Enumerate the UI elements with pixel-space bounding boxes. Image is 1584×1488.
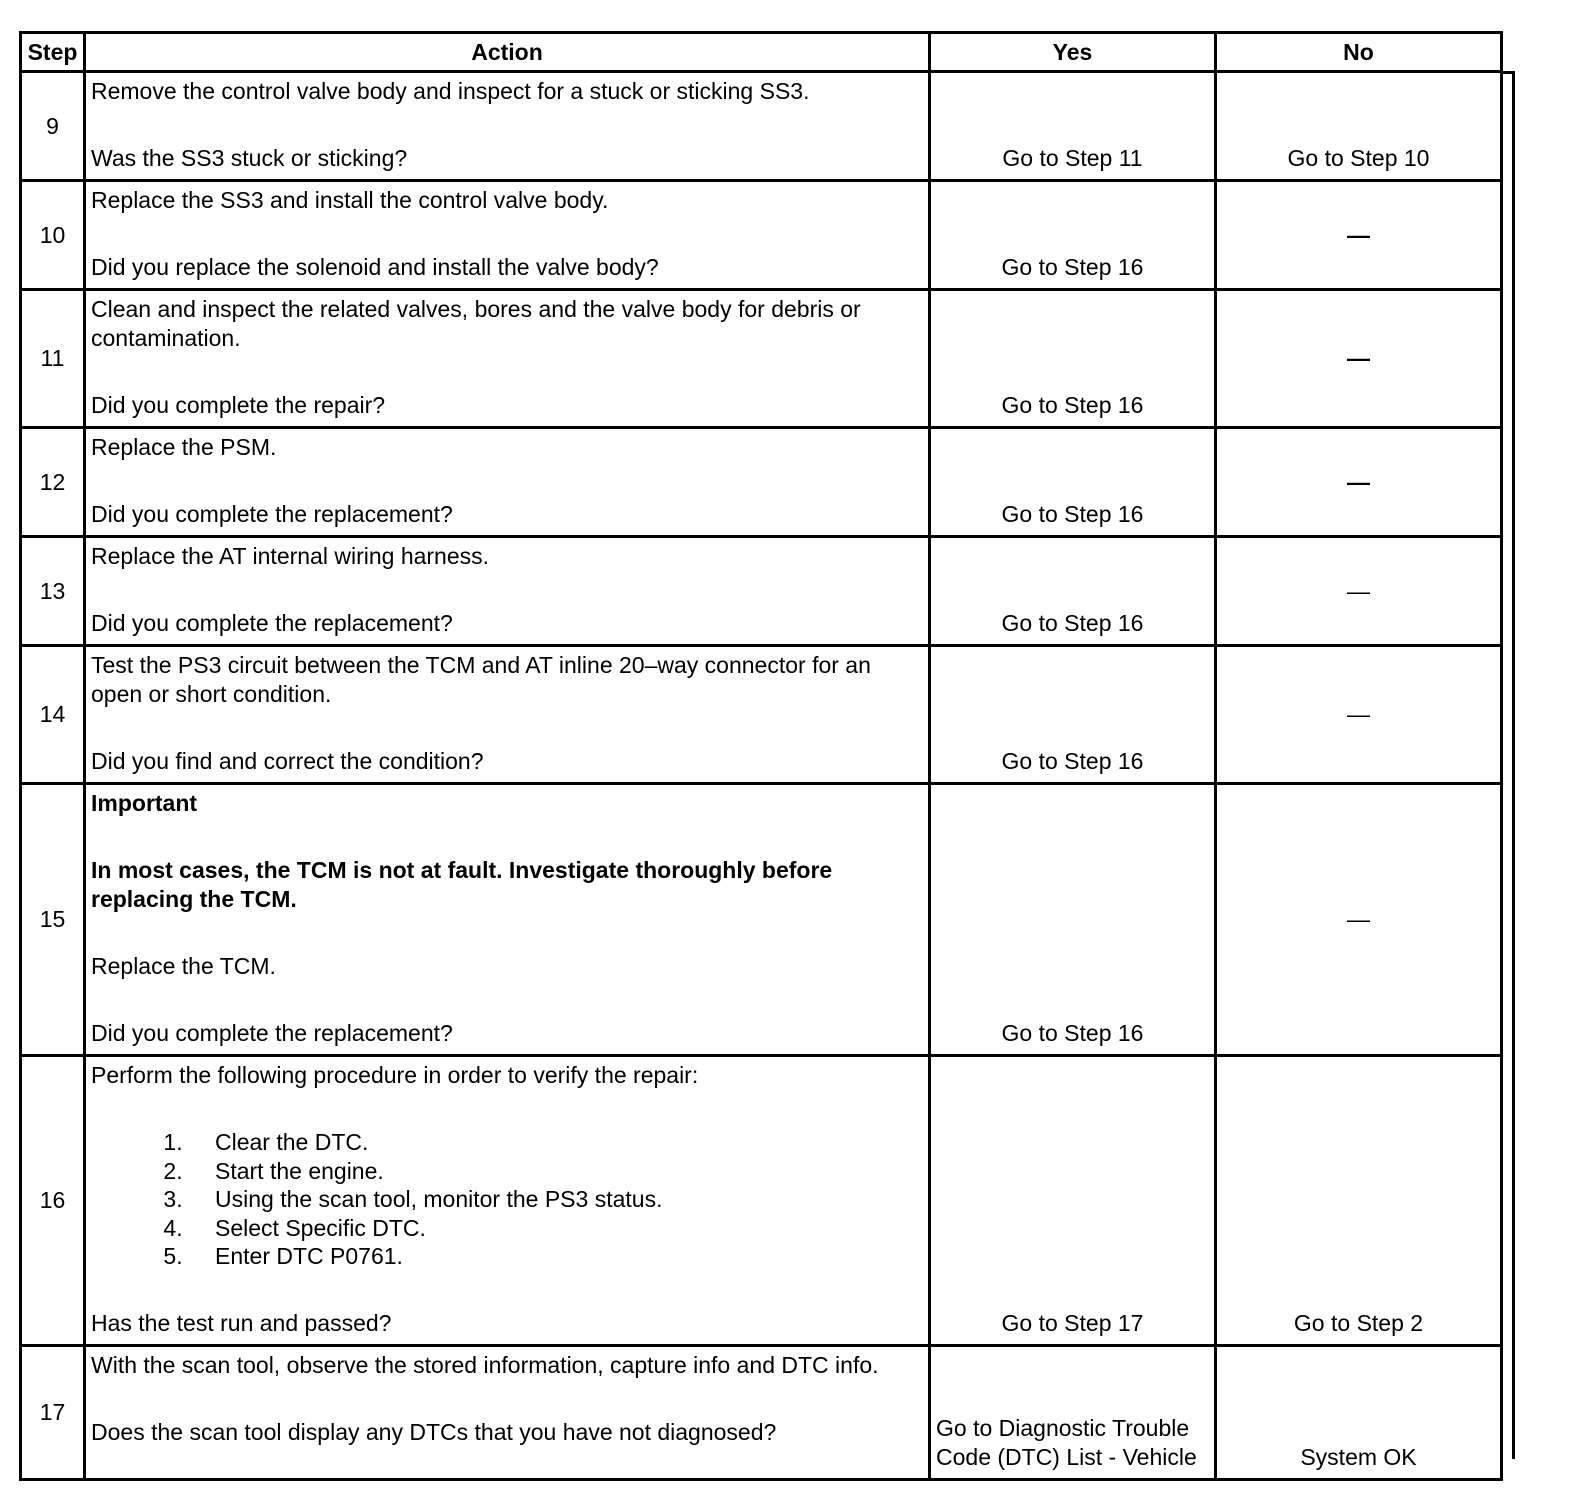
action-cell	[85, 537, 930, 646]
procedure-step: 3. Using the scan tool, monitor the PS3 status.	[189, 1185, 923, 1214]
step-number: 16	[21, 1056, 85, 1346]
step-number: 13	[21, 537, 85, 646]
action-cell	[85, 72, 930, 181]
table-row	[21, 72, 1502, 181]
no-cell: —	[1216, 784, 1502, 1056]
table-row	[21, 537, 1502, 646]
action-question: Did you find and correct the condition?	[91, 748, 484, 774]
action-question: Did you complete the repair?	[91, 392, 386, 418]
step-number: 9	[21, 72, 85, 181]
no-cell: System OK	[1216, 1345, 1502, 1479]
table-row	[21, 1056, 1502, 1346]
header-row	[21, 33, 1502, 72]
yes-cell: Go to Diagnostic Trouble Code (DTC) List - Vehicle	[930, 1345, 1216, 1479]
procedure-step: 1. Clear the DTC.	[189, 1128, 923, 1157]
header-action: Action	[85, 33, 930, 72]
table-shadow-border	[1512, 71, 1515, 1459]
header-yes: Yes	[930, 33, 1216, 72]
action-cell	[85, 1345, 930, 1479]
step-number: 11	[21, 290, 85, 428]
step-number: 17	[21, 1345, 85, 1479]
procedure-step: 2. Start the engine.	[189, 1157, 923, 1186]
action-cell	[85, 181, 930, 290]
no-cell: —	[1216, 646, 1502, 784]
yes-cell: Go to Step 16	[930, 181, 1216, 290]
action-question: Was the SS3 stuck or sticking?	[91, 145, 408, 171]
action-text: Clean and inspect the related valves, bores and the valve body for debris or contamination.	[91, 296, 861, 351]
action-text: Remove the control valve body and inspect for a stuck or sticking SS3.	[91, 78, 810, 104]
action-text: With the scan tool, observe the stored information, capture info and DTC info.	[91, 1351, 879, 1378]
yes-cell: Go to Step 16	[930, 428, 1216, 537]
action-text: Test the PS3 circuit between the TCM and AT inline 20–way connector for an open or short condition.	[91, 652, 871, 707]
yes-cell: Go to Step 16	[930, 537, 1216, 646]
table-row	[21, 428, 1502, 537]
action-cell	[85, 428, 930, 537]
table-row	[21, 1345, 1502, 1479]
header-no: No	[1216, 33, 1502, 72]
action-question: Did you complete the replacement?	[91, 1020, 453, 1046]
yes-cell: Go to Step 16	[930, 646, 1216, 784]
table-row	[21, 784, 1502, 1056]
diagnostic-steps-table	[19, 31, 1503, 1481]
yes-cell: Go to Step 16	[930, 290, 1216, 428]
action-question: Did you complete the replacement?	[91, 610, 453, 636]
no-cell: —	[1216, 537, 1502, 646]
table-row	[21, 290, 1502, 428]
no-cell: —	[1216, 290, 1502, 428]
table-row	[21, 181, 1502, 290]
yes-cell: Go to Step 17	[930, 1056, 1216, 1346]
important-label: Important	[91, 790, 198, 816]
step-number: 12	[21, 428, 85, 537]
yes-cell: Go to Step 11	[930, 72, 1216, 181]
action-cell	[85, 1056, 930, 1346]
step-number: 10	[21, 181, 85, 290]
action-cell	[85, 646, 930, 784]
action-text: Replace the AT internal wiring harness.	[91, 543, 490, 569]
procedure-step: 4. Select Specific DTC.	[189, 1214, 923, 1243]
important-note: In most cases, the TCM is not at fault. Investigate thoroughly before replacing the TCM.	[91, 857, 833, 912]
action-text: Perform the following procedure in order to verify the repair:	[91, 1062, 699, 1088]
action-question: Has the test run and passed?	[91, 1309, 392, 1336]
action-question: Did you replace the solenoid and install the valve body?	[91, 254, 659, 280]
action-text: Replace the SS3 and install the control valve body.	[91, 187, 609, 213]
procedure-list	[91, 1128, 923, 1271]
action-cell	[85, 290, 930, 428]
table-row	[21, 646, 1502, 784]
action-text: Replace the TCM.	[91, 953, 276, 979]
step-number: 14	[21, 646, 85, 784]
action-text: Replace the PSM.	[91, 434, 277, 460]
no-cell: —	[1216, 428, 1502, 537]
no-cell: —	[1216, 181, 1502, 290]
step-number: 15	[21, 784, 85, 1056]
action-cell	[85, 784, 930, 1056]
yes-cell: Go to Step 16	[930, 784, 1216, 1056]
action-question: Does the scan tool display any DTCs that you have not diagnosed?	[91, 1418, 777, 1445]
header-step: Step	[21, 33, 85, 72]
procedure-step: 5. Enter DTC P0761.	[189, 1242, 923, 1271]
action-question: Did you complete the replacement?	[91, 501, 453, 527]
no-cell: Go to Step 2	[1216, 1056, 1502, 1346]
no-cell: Go to Step 10	[1216, 72, 1502, 181]
